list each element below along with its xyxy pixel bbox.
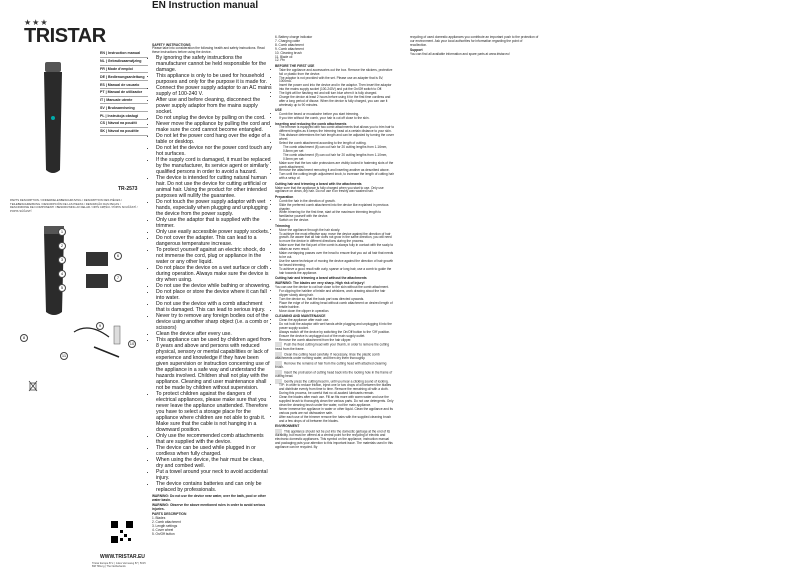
safety-item: • Do not touch the power supply adaptor with wet hands, especially when plugging and unplugging the device from the power supply. [156, 199, 272, 217]
safety-item: • Never move the appliance by pulling the cord and make sure the cord cannot become entangled. [156, 121, 272, 133]
language-item: ES | Manual de usuario [100, 81, 148, 89]
safety-heading: SAFETY INSTRUCTIONS [152, 42, 191, 47]
list-item: • Clean the blades after each use. Fill an fits more with warm water and use the supplied brush to thoroughly clean the various parts. Do not use detergents. Only clean the cleaning brush under the water, not the main appliance. [279, 396, 395, 408]
safety-item: • Only use the recommended comb attachments that are supplied with the device. [156, 433, 272, 445]
list-item: • To achieve a good result with curly, sparse or long hair, use a comb to guide the hair towards the appliance. [279, 268, 395, 276]
safety-item: • By ignoring the safety instructions the manufacturer cannot be held responsible for the damage. [156, 55, 272, 73]
safety-item: • Do not let the power cord hang over the edge of a table or desktop. [156, 133, 272, 145]
comb-more-list [275, 162, 395, 182]
language-item: DE | Bedienungsanleitung [100, 73, 148, 81]
preparation-list [275, 200, 395, 223]
list-item: • Insert the power cord into the device and in the adaptor. Then insert the adaptor into the mains supply socket (100-240V) and put the On/Off switch to Off. [279, 84, 395, 92]
list-item: • The adaptor is not provided with the set. Please use an adapter that is 5V, 1000mA. [279, 77, 395, 85]
language-item: PT | Manual de utilizador [100, 89, 148, 97]
cleaning-list [275, 319, 395, 342]
safety-list [152, 55, 272, 493]
list-item: • For clipping the hairline of bristle and whiskers, work drawing about the hair clipper slowly along hair. [279, 290, 395, 298]
language-item: SK | Návod na použitie [100, 128, 148, 136]
safety-item: • This appliance can be used by children aged from 8 years and above and persons with reduced physical, sensory or mental capabilities or lack of experience and knowledge if they have been given supervision or instruction concerning use of the appliance in a safe way and understand the hazards involved. Children shall not play with the appliance. Cleaning and user maintenance shall not be made by children without supervision. [156, 337, 272, 391]
support-section [410, 36, 540, 57]
tristar-logo: TRISTAR [24, 25, 106, 47]
parts-list-start [152, 517, 272, 537]
list-item: • Use the same technique of moving the device against the direction of hair growth for beard trimming. [279, 260, 395, 268]
tips-list [275, 384, 395, 423]
brand-block [24, 18, 106, 48]
blade-warning: WARNING: The blades are very sharp. High risk of injury! [275, 281, 365, 286]
cutting-intro: Make sure that the appliance is fully charged when you start to use. Only use appliance on clean, dry hair. Do not use it on freshly wax washed hair. [275, 185, 384, 194]
list-item: • After each use of the trimmer remove the hairs with the supplied cleaning brush and a few drops of oil between the blades. [279, 416, 395, 424]
star-rating: ★★★ [24, 18, 49, 27]
comb-notes [275, 146, 395, 162]
before-use-heading: BEFORE THE FIRST USE [275, 63, 315, 68]
safety-intro: Please take into consideration the following health and safety instructions. Read these instructions before using the device. [152, 46, 265, 55]
list-item: • Turn the device so, that the back part was directed upwards. [279, 298, 395, 302]
list-item: • Move down the clipper in operation. [279, 310, 395, 314]
multilingual-parts-heading: PARTS DESCRIPTION / ONDERDELENBESCHRIJVING / DESCRIPTION DES PIÈCES / TEILEBESCHREIBUNG / DESCRIPCIÓN DE LAS PIEZAS / DESCRIÇÃO DAS PEÇAS / DESCRIZIONE DEI COMPONENTI / BESKRIVNING AV DELAR / OPIS CZĘŚCI / POPIS SOUČÁSTÍ / POPIS SÚČASTÍ [10, 198, 138, 213]
safety-item: • Do not place the device on a wet surface or cloth during operation. Always make sure the device is dry when using. [156, 265, 272, 283]
safety-item: • To protect children against the dangers of electrical appliances, please make sure that you never leave the appliance unattended. Therefore you have to select a storage place for the appliance where children are not able to grab it. Make sure that the cable is not hanging in a downward position. [156, 391, 272, 433]
use-list [275, 113, 395, 121]
clean-step: Remove the remains of hair from the cutting head with attached cleaning brush. [275, 361, 387, 370]
list-item: • Take the appliance and accessories out the box. Remove the stickers, protective foil or plastic from the device. [279, 69, 395, 77]
parts-heading: PARTS DESCRIPTION [152, 512, 187, 517]
model-number: TR-2573 [118, 186, 138, 192]
part-item: 5. On/Off button [152, 531, 175, 536]
website-url: WWW.TRISTAR.EU [100, 554, 145, 560]
part-item: 7. Charging cable [275, 38, 300, 43]
inserting-list [275, 126, 395, 146]
safety-item: • Never try to remove any foreign bodies out of the device using another sharp object (i.e. a comb or scissors) [156, 313, 272, 331]
list-item: • To achieve the most effective way, move the device against the direction of hair growth. Be aware that all hair does not grow in the same direction, you will need to move the device in different directions during the process. [279, 233, 395, 245]
part-item: 3. Length settings [152, 524, 178, 529]
part-item: 12. Pin [275, 58, 285, 63]
language-item: IT | Manuale utente [100, 97, 148, 105]
safety-item: • To protect yourself against an electric shock, do not immerse the cord, plug or appliance in the water or any other liquid. [156, 247, 272, 265]
list-item: • Remove the comb attachment from the hair clipper. [279, 339, 395, 343]
language-item: FR | Mode d'emploi [100, 66, 148, 74]
safety-item: • Do not place or store the device where it can fall into water. [156, 289, 272, 301]
use-heading: USE [275, 108, 282, 113]
list-item: • The light will be flashing red and will turn blue when it is fully charged. [279, 92, 395, 96]
part-item: 11. Blade oil [275, 54, 293, 59]
callout-marker: 9 [96, 322, 104, 330]
list-item: • Remove the attachment removing it and inserting another as described above. [279, 169, 395, 173]
without-attachment-heading: Cutting hair and trimming a beard without the attachments [275, 275, 367, 280]
list-item: • Clean the appliance after each use. [279, 319, 395, 323]
clean-step: Push the fixed cutting head with your thumb, in order to remove the cutting head from the frame. [275, 342, 390, 351]
clean-step: Clean the cutting head carefully. If necessary, rinse the plastic comb attachments under running water, and then dry them thoroughly. [275, 351, 380, 360]
trimming-list [275, 229, 395, 276]
callout-marker: 7 [114, 274, 122, 282]
part-item: 9. Comb attachment [275, 46, 304, 51]
comb-note: The comb attachment (9) can cut hair for 20 cutting lengths from 1-10mm, 0.5mm per set [283, 152, 388, 161]
safety-item: • Do not let the device nor the power cord touch any hot surfaces. [156, 145, 272, 157]
safety-item: • If the supply cord is damaged, it must be replaced by the manufacturer, its service agent or similarly qualified persons in order to avoid a hazard. [156, 157, 272, 175]
callout-marker: 4 [58, 270, 66, 278]
language-item: NL | Gebruiksaanwijzing [100, 58, 148, 66]
comb-note: The comb attachment (8) can cut hair for 20 cutting lengths from 1-16mm, 0.8mm per set [283, 144, 388, 153]
safety-item: • Only use the adaptor that is supplied with the trimmer. [156, 217, 272, 229]
list-item: • The trimmer is equipped with two comb attachments that allows you to trim hair to different lengths as it keeps the trimming head at a certain distance to your skin. This distance determines the hair length and can be adjusted by turning the cover wheel. [279, 126, 395, 142]
list-item: • Comb the hair in the direction of growth. [279, 200, 395, 204]
safety-item: • Put a towel around your neck to avoid accidental injury. [156, 469, 272, 481]
list-item: • Move the appliance through the hair slowly. [279, 229, 395, 233]
clean-step: Insert the protrusion of cutting head back into the locking hole in the frame of cutting head. [275, 370, 393, 379]
trimmer-hero-illustration [38, 58, 68, 178]
language-item: EN | Instruction manual [100, 50, 148, 58]
callout-marker: 5 [58, 284, 66, 292]
company-address: Tristar Europe B.V. | Jules Verneweg 87 | 5015 BM Tilburg | The Netherlands [92, 562, 146, 568]
part-item: 4. Cover wheel [152, 527, 174, 532]
part-item: 8. Comb attachment [275, 42, 304, 47]
callout-marker: 3 [58, 256, 66, 264]
callout-marker: 6 [114, 252, 122, 260]
safety-item: • Do not use the device with a comb attachment that is damaged. This can lead to serious injury. [156, 301, 272, 313]
list-item: • Switch on the device. [279, 219, 395, 223]
list-item: • Always switch off the device by switching the On/Off button to the 'Off' position. Ensure the device is unplugged out of the main supply outlet. [279, 331, 395, 339]
safety-item: • Clean the device after every use. [156, 331, 272, 337]
before-use-list [275, 69, 395, 108]
list-item: • Make sure that the two side protrusions are visibly locked in fastening slots of the comb attachment. [279, 162, 395, 170]
part-item: 1. Blades [152, 516, 166, 521]
without-attachment-list [275, 290, 395, 313]
environment-heading: ENVIRONMENT [275, 423, 300, 428]
weee-bin-icon [28, 380, 38, 392]
safety-item: • When using the device, the hair must be clean, dry and combed well. [156, 457, 272, 469]
language-item: PL | Instrukcja obsługi [100, 112, 148, 120]
list-item: • Never immerse the appliance in water or other liquid. Clean the appliance and its various parts are not dishwasher safe. [279, 408, 395, 416]
callout-marker: 11 [61, 353, 67, 358]
callout-marker: 2 [58, 242, 66, 250]
cutting-heading: Cutting hair and trimming a beard with the attachments [275, 181, 362, 186]
list-item: • If you trim without the comb, your hair is cut off close to the skin. [279, 117, 395, 121]
use-section [275, 36, 395, 450]
list-item: • Comb the beard or moustache before you start trimming. [279, 113, 395, 117]
environment-text: This appliance should not be put into the domestic garbage at the end of its durability, but must be offered at a central point for the recycling of electric and electronic domestic appliances. This symbol on the appliance, instruction manual and packaging puts your attention to this important issue. The materials used in this appliance can be recycled. By [275, 429, 393, 449]
safety-item: • Only use easily accessible power supply sockets. [156, 229, 272, 235]
list-item: • Make sure that the flat part of the comb is always fully in contact with the scalp to obtain an even result. [279, 244, 395, 252]
callout-marker: 1 [58, 228, 66, 236]
safety-item: • The device contains batteries and can only be replaced by professionals. [156, 481, 272, 493]
support-heading: Support [410, 48, 423, 53]
part-item: 2. Comb attachment [152, 520, 181, 525]
safety-item: • After use and before cleaning, disconnect the power supply adaptor from the mains supply socket. [156, 97, 272, 115]
safety-item: • Connect the power supply adaptor to an AC mains supply of 100-240 V. [156, 85, 272, 97]
callout-marker: 10 [129, 341, 135, 346]
list-item: • TIP: In order to reduce friction, inject one or two drops of oil between the blades and distribute evenly from time to time. Remove the remaining oil with a cloth. During this process, be careful that no oil-soaked lubricants remain. [279, 384, 395, 396]
manual-column-2 [275, 0, 395, 575]
warning-text: WARNING: Do not use the device near water, over the bath, pool or other water basin. [152, 493, 266, 502]
language-item: CS | Návod na použití [100, 120, 148, 128]
list-item: • Charge the device at least 2 hours before using it for the first time cordless and after a long period of disuse. When the device is fully charged, you can use it wirelessly up to 90 minutes. [279, 96, 395, 108]
support-text: You can find all available information and spare parts at www.tristar.eu! [410, 52, 510, 57]
preparation-heading: Preparation [275, 194, 294, 199]
part-item: 10. Cleaning brush [275, 50, 302, 55]
list-item: • Make overlapping passes over the head to ensure that you cut all hair that needs to be cut. [279, 252, 395, 260]
manual-title: EN Instruction manual [152, 0, 259, 11]
list-item: • Do not hold the adaptor with wet hands while plugging and unplugging it into the power supply socket. [279, 323, 395, 331]
qr-code-icon [110, 520, 134, 544]
callout-markers [0, 222, 148, 362]
list-item: • Place the edge of the cutting head without comb attachment on desired length of bristle hairline. [279, 302, 395, 310]
cover-panel [0, 0, 148, 575]
part-item: 6. Battery charge indicator [275, 35, 313, 39]
safety-item: • Do not unplug the device by pulling on the cord. [156, 115, 272, 121]
without-attachment-text: You can use the device to cut hair close to the skin without the comb attachment. [275, 285, 389, 290]
list-item: • Slide the preferred comb attachment into the device like explained in previous chapter. [279, 204, 395, 212]
safety-item: • The device can be used while plugged in or cordless when fully charged. [156, 445, 272, 457]
environment-text-continued: recycling of used domestic appliances you contribute an important push to the protection of our environment. Ask your local authorities for information regarding the point of recollection. [410, 35, 539, 47]
cleaning-heading: CLEANING AND MAINTENANCE [275, 314, 326, 319]
list-item: • When trimming for the first time, start at the maximum trimming length to familiarise yourself with the device. [279, 211, 395, 219]
safety-item: • Do not use the device while bathing or showering. [156, 283, 272, 289]
clean-step: Gently press the cutting head in, until you hear a clicking sound of locking. [275, 379, 395, 384]
warning-text-2: WARNING: Observe the above mentioned rules in order to avoid serious injuries. [152, 503, 266, 511]
inserting-heading: Inserting and reducing the comb attachments [275, 121, 347, 126]
language-list [100, 50, 148, 136]
safety-item: • The device is intended for cutting natural human hair. Do not use the device for cutting artificial or animal hair. Using the product for other intended purposes will nullify the guarantee. [156, 175, 272, 199]
list-item: • Turn until the cutting length adjustment knob, to increase the length of cutting hair with a setup of. [279, 173, 395, 181]
manual-column-1 [152, 0, 272, 575]
list-item: • Select the comb attachment according to the length of cutting. [279, 142, 395, 146]
trimming-heading: Trimming [275, 223, 290, 228]
safety-item: • Do not cover the adapter. This can lead to a dangerous temperature increase. [156, 235, 272, 247]
safety-section [152, 42, 272, 537]
safety-item: • This appliance is only to be used for household purposes and only for the purpose it is made for. [156, 73, 272, 85]
callout-marker: 8 [20, 334, 28, 342]
manual-column-3 [410, 0, 540, 575]
language-item: SV | Bruksanvisning [100, 104, 148, 112]
